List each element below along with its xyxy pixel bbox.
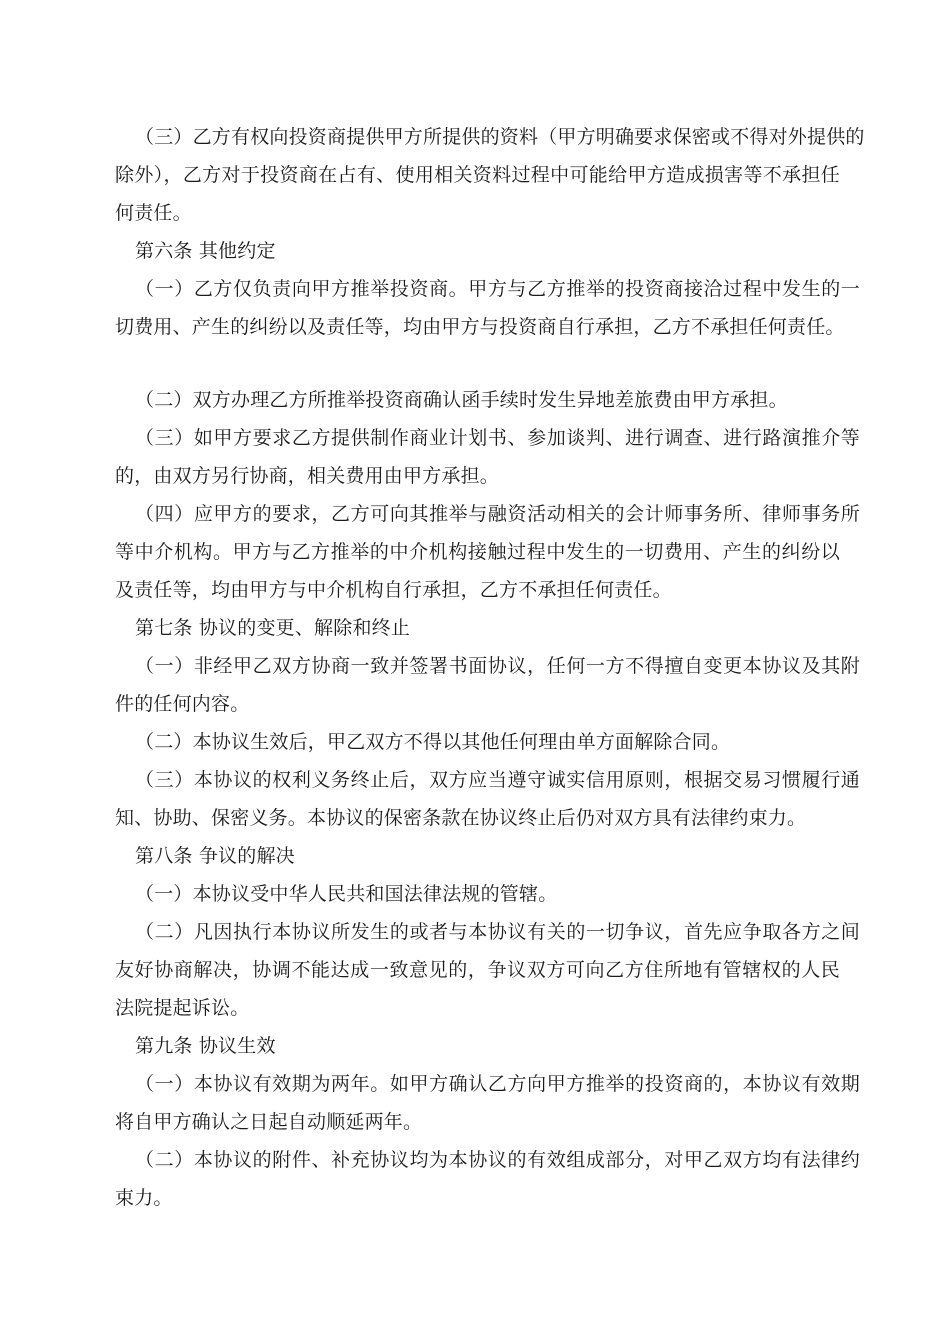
paragraph-line: （一）本协议有效期为两年。如甲方确认乙方向甲方推举的投资商的，本协议有效期 xyxy=(135,1073,860,1095)
paragraph-line: 件的任何内容。 xyxy=(115,693,250,715)
paragraph-line: 切费用、产生的纠纷以及责任等，均由甲方与投资商自行承担，乙方不承担任何责任。 xyxy=(115,316,845,338)
paragraph-line: 除外），乙方对于投资商在占有、使用相关资料过程中可能给甲方造成损害等不承担任 xyxy=(115,164,840,186)
paragraph-line: 法院提起诉讼。 xyxy=(115,997,250,1019)
paragraph-line: 何责任。 xyxy=(115,202,192,224)
paragraph-line: 知、协助、保密义务。本协议的保密条款在协议终止后仍对双方具有法律约束力。 xyxy=(115,807,807,829)
paragraph-line: （三）如甲方要求乙方提供制作商业计划书、参加谈判、进行调查、进行路演推介等 xyxy=(135,427,860,449)
paragraph-line: （二）双方办理乙方所推举投资商确认函手续时发生异地差旅费由甲方承担。 xyxy=(135,389,788,411)
section-heading: 第八条 争议的解决 xyxy=(135,845,295,867)
paragraph-line: 友好协商解决，协调不能达成一致意见的，争议双方可向乙方住所地有管辖权的人民 xyxy=(115,959,840,981)
paragraph-line: （二）本协议生效后，甲乙双方不得以其他任何理由单方面解除合同。 xyxy=(135,731,731,753)
section-heading: 第六条 其他约定 xyxy=(135,240,276,262)
paragraph-line: 束力。 xyxy=(115,1187,173,1209)
section-heading: 第九条 协议生效 xyxy=(135,1035,276,1057)
paragraph-line: （一）乙方仅负责向甲方推举投资商。甲方与乙方推举的投资商接洽过程中发生的一 xyxy=(135,278,860,300)
paragraph-line: 的，由双方另行协商，相关费用由甲方承担。 xyxy=(115,465,500,487)
paragraph-line: （二）本协议的附件、补充协议均为本协议的有效组成部分，对甲乙双方均有法律约 xyxy=(135,1149,860,1171)
paragraph-line: （一）非经甲乙双方协商一致并签署书面协议，任何一方不得擅自变更本协议及其附 xyxy=(135,655,860,677)
paragraph-line: 及责任等，均由甲方与中介机构自行承担，乙方不承担任何责任。 xyxy=(115,579,672,601)
paragraph-line: （三）本协议的权利义务终止后，双方应当遵守诚实信用原则，根据交易习惯履行通 xyxy=(135,769,860,791)
section-heading: 第七条 协议的变更、解除和终止 xyxy=(135,617,411,639)
paragraph-line: （一）本协议受中华人民共和国法律法规的管辖。 xyxy=(135,883,558,905)
paragraph-line: （三）乙方有权向投资商提供甲方所提供的资料（甲方明确要求保密或不得对外提供的 xyxy=(135,126,865,148)
paragraph-line: 等中介机构。甲方与乙方推举的中介机构接触过程中发生的一切费用、产生的纠纷以 xyxy=(115,541,840,563)
paragraph-line: （四）应甲方的要求，乙方可向其推举与融资活动相关的会计师事务所、律师事务所 xyxy=(135,503,860,525)
paragraph-line: （二）凡因执行本协议所发生的或者与本协议有关的一切争议，首先应争取各方之间 xyxy=(135,921,860,943)
paragraph-line: 将自甲方确认之日起自动顺延两年。 xyxy=(115,1111,423,1133)
